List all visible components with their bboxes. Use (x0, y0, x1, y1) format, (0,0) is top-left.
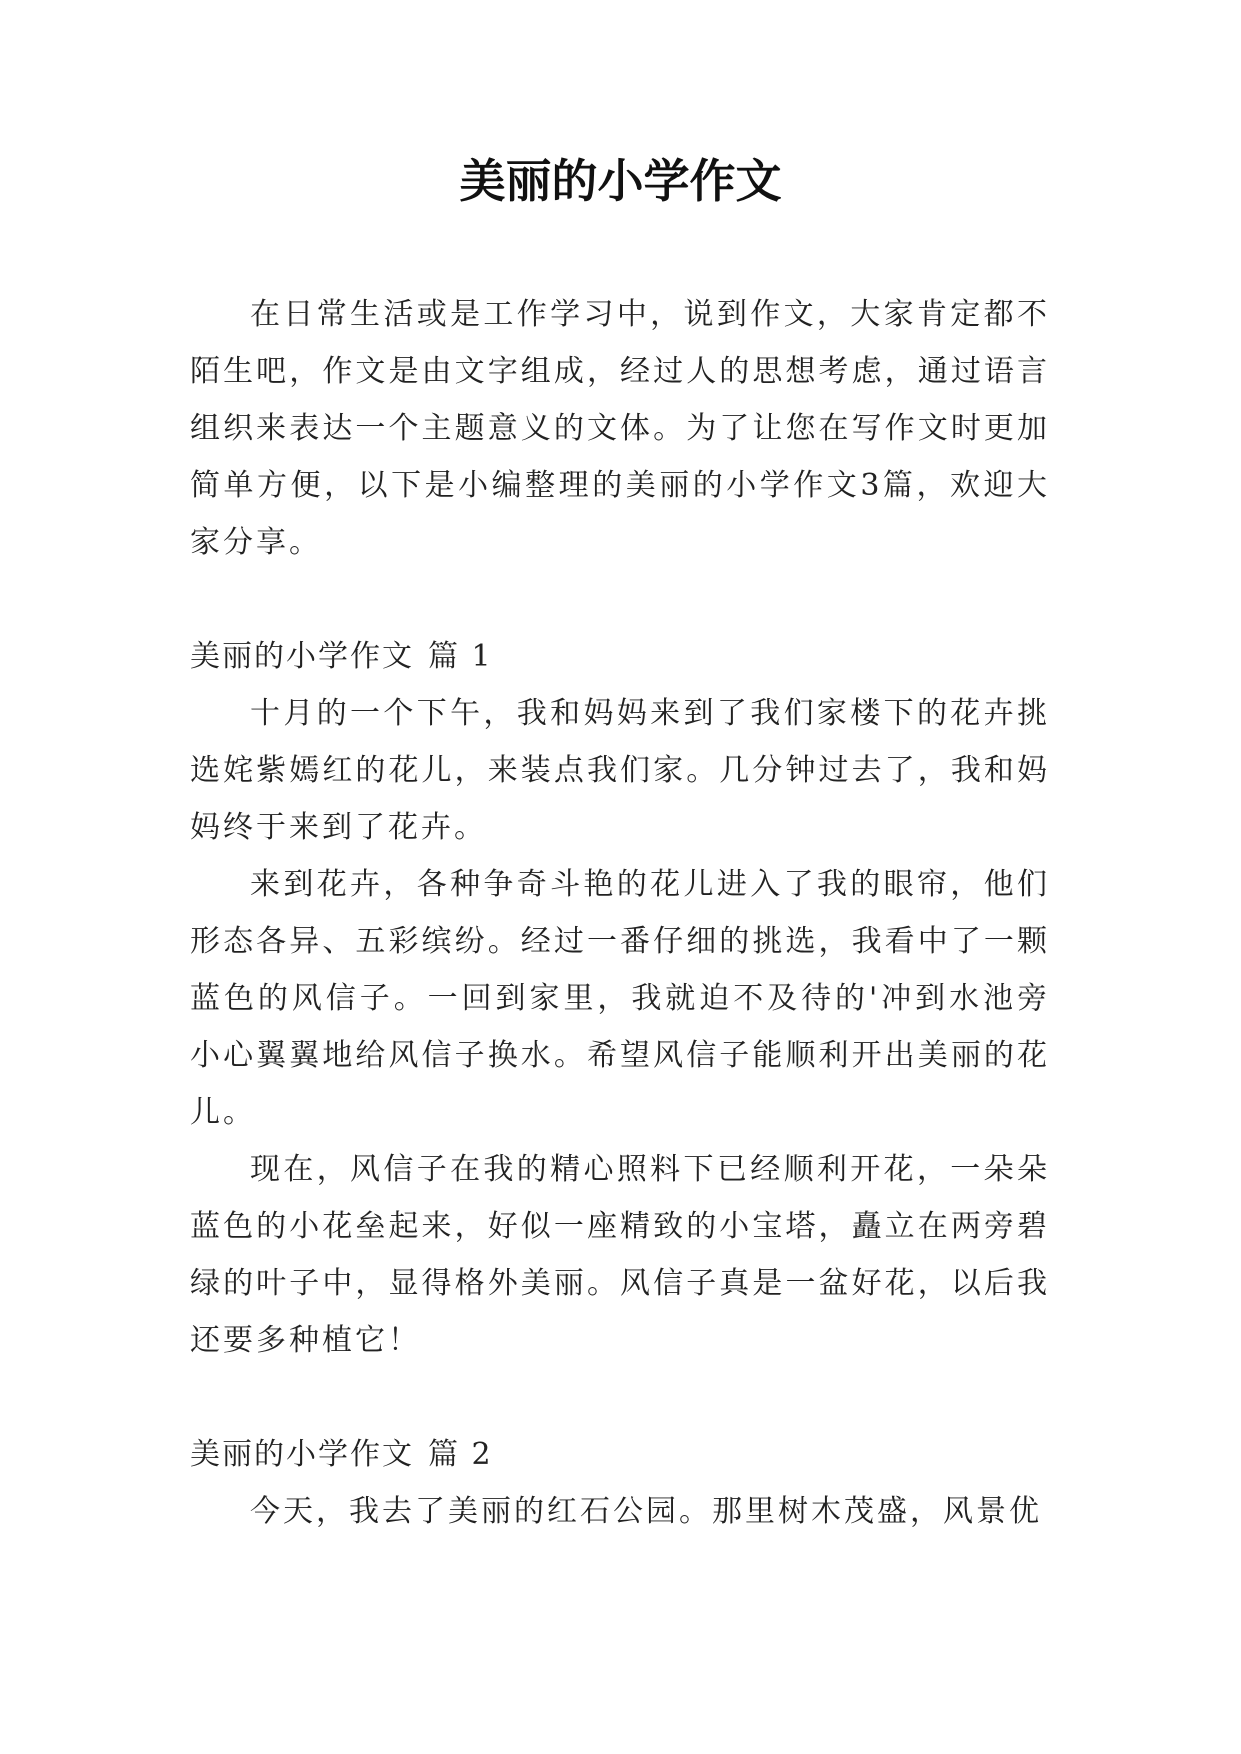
document-body (190, 286, 1050, 1540)
section-paragraph: 来到花卉，各种争奇斗艳的花儿进入了我的眼帘，他们形态各异、五彩缤纷。经过一番仔细的挑选，我看中了一颗蓝色的风信子。一回到家里，我就迫不及待的'冲到水池旁小心翼翼地给风信子换水。希望风信子能顺利开出美丽的花儿。 (190, 867, 1050, 1130)
section-heading-number: 篇 1 (428, 639, 493, 674)
section-paragraph: 今天，我去了美丽的红石公园。那里树木茂盛，风景优 (250, 1494, 1042, 1529)
section-1 (190, 628, 1050, 1369)
section-paragraph: 现在，风信子在我的精心照料下已经顺利开花，一朵朵蓝色的小花垒起来，好似一座精致的小宝塔，矗立在两旁碧绿的叶子中，显得格外美丽。风信子真是一盆好花，以后我还要多种植它！ (190, 1152, 1050, 1358)
section-2 (190, 1426, 1050, 1540)
section-spacer (190, 1369, 1050, 1426)
section-heading-title: 美丽的小学作文 (190, 639, 414, 674)
section-heading (190, 628, 1050, 685)
section-paragraph: 十月的一个下午，我和妈妈来到了我们家楼下的花卉挑选姹紫嫣红的花儿，来装点我们家。几分钟过去了，我和妈妈终于来到了花卉。 (190, 696, 1050, 845)
section-heading-title: 美丽的小学作文 (190, 1437, 414, 1472)
section-heading-number: 篇 2 (428, 1437, 493, 1472)
section-heading (190, 1426, 1050, 1483)
intro-paragraph: 在日常生活或是工作学习中，说到作文，大家肯定都不陌生吧，作文是由文字组成，经过人的思想考虑，通过语言组织来表达一个主题意义的文体。为了让您在写作文时更加简单方便，以下是小编整理的美丽的小学作文3篇，欢迎大家分享。 (190, 297, 1050, 560)
document-title: 美丽的小学作文 (459, 154, 782, 208)
